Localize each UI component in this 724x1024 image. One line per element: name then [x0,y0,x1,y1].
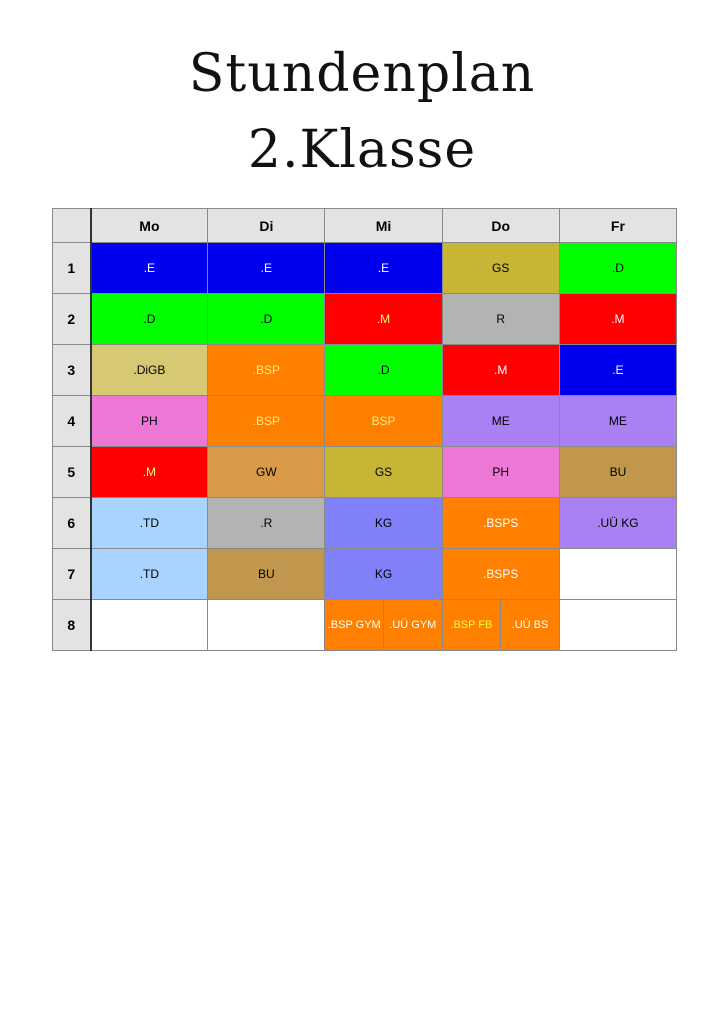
page-title: Stundenplan [188,44,536,104]
period-number: 7 [53,549,91,600]
lesson-cell [559,345,676,396]
subject-label: .E [325,243,441,293]
lesson-cell [208,498,325,549]
period-number: 5 [53,447,91,498]
lesson-cell [325,243,442,294]
lesson-cell [559,243,676,294]
empty-slot [208,600,324,650]
lesson-cell [91,294,208,345]
lesson-cell [91,600,208,651]
empty-slot [560,600,676,650]
period-row [53,549,677,600]
period-row [53,600,677,651]
subject-label: .E [208,243,324,293]
subject-label: .BSP [208,345,324,395]
period-row [53,294,677,345]
period-number: 8 [53,600,91,651]
lesson-cell [91,549,208,600]
lesson-cell [325,600,442,651]
lesson-cell [91,498,208,549]
lesson-cell [442,549,559,600]
lesson-cell [208,447,325,498]
subject-label: KG [325,549,441,599]
lesson-cell [442,243,559,294]
period-number: 6 [53,498,91,549]
period-row [53,396,677,447]
lesson-cell [559,549,676,600]
lesson-cell [91,447,208,498]
subject-label: GS [443,243,559,293]
subject-label: .BSP GYM [325,600,383,650]
subject-label: .M [443,345,559,395]
subject-label: .M [92,447,208,497]
lesson-cell [208,345,325,396]
lesson-cell [325,498,442,549]
day-header: Mi [325,209,442,243]
empty-slot [560,549,676,599]
period-row [53,243,677,294]
subject-label: BSP [325,396,441,446]
subject-label: .BSPS [443,498,559,548]
subject-label: .M [325,294,441,344]
lesson-cell [442,498,559,549]
day-header: Di [208,209,325,243]
subject-label: .UÜ GYM [383,600,442,650]
subject-label: .D [325,345,441,395]
subject-label: .UÜ KG [560,498,676,548]
lesson-cell [208,396,325,447]
lesson-cell [208,549,325,600]
page-subtitle: 2.Klasse [247,120,477,180]
lesson-cell [91,243,208,294]
subject-label: .BSP [208,396,324,446]
subject-label: .M [560,294,676,344]
subject-label: .D [208,294,324,344]
lesson-cell [325,345,442,396]
lesson-cell [442,294,559,345]
subject-label: ME [443,396,559,446]
lesson-cell [559,498,676,549]
lesson-cell [559,294,676,345]
lesson-cell [559,600,676,651]
subject-label: ME [560,396,676,446]
subject-label: .E [560,345,676,395]
lesson-cell [325,396,442,447]
lesson-cell [208,600,325,651]
subject-label: GW [208,447,324,497]
subject-label: .UÜ BS [500,600,559,650]
lesson-cell [442,600,559,651]
day-header: Fr [559,209,676,243]
period-number: 1 [53,243,91,294]
day-header: Mo [91,209,208,243]
subject-label: .DiGB [92,345,208,395]
day-header-row [53,209,677,243]
corner-cell [53,209,91,243]
subject-label: .R [208,498,324,548]
lesson-cell [325,447,442,498]
period-row [53,498,677,549]
subject-label: .BSPS [443,549,559,599]
lesson-cell [559,396,676,447]
subject-label: PH [92,396,208,446]
lesson-cell [442,396,559,447]
subject-label: .E [92,243,208,293]
lesson-cell [442,345,559,396]
period-row [53,447,677,498]
period-row [53,345,677,396]
lesson-cell [325,549,442,600]
subject-label: KG [325,498,441,548]
period-number: 2 [53,294,91,345]
subject-label: .TD [92,498,208,548]
lesson-cell [442,447,559,498]
subject-label: GS [325,447,441,497]
lesson-cell [325,294,442,345]
subject-label: .BSP FB [443,600,501,650]
subject-label: PH [443,447,559,497]
subject-label: .D [560,243,676,293]
lesson-cell [208,243,325,294]
lesson-cell [559,447,676,498]
subject-label: BU [208,549,324,599]
subject-label: .D [92,294,208,344]
period-number: 3 [53,345,91,396]
period-number: 4 [53,396,91,447]
lesson-cell [91,396,208,447]
subject-label: R [443,294,559,344]
subject-label: .TD [92,549,208,599]
lesson-cell [91,345,208,396]
subject-label: BU [560,447,676,497]
timetable [52,208,677,651]
day-header: Do [442,209,559,243]
lesson-cell [208,294,325,345]
empty-slot [92,600,208,650]
